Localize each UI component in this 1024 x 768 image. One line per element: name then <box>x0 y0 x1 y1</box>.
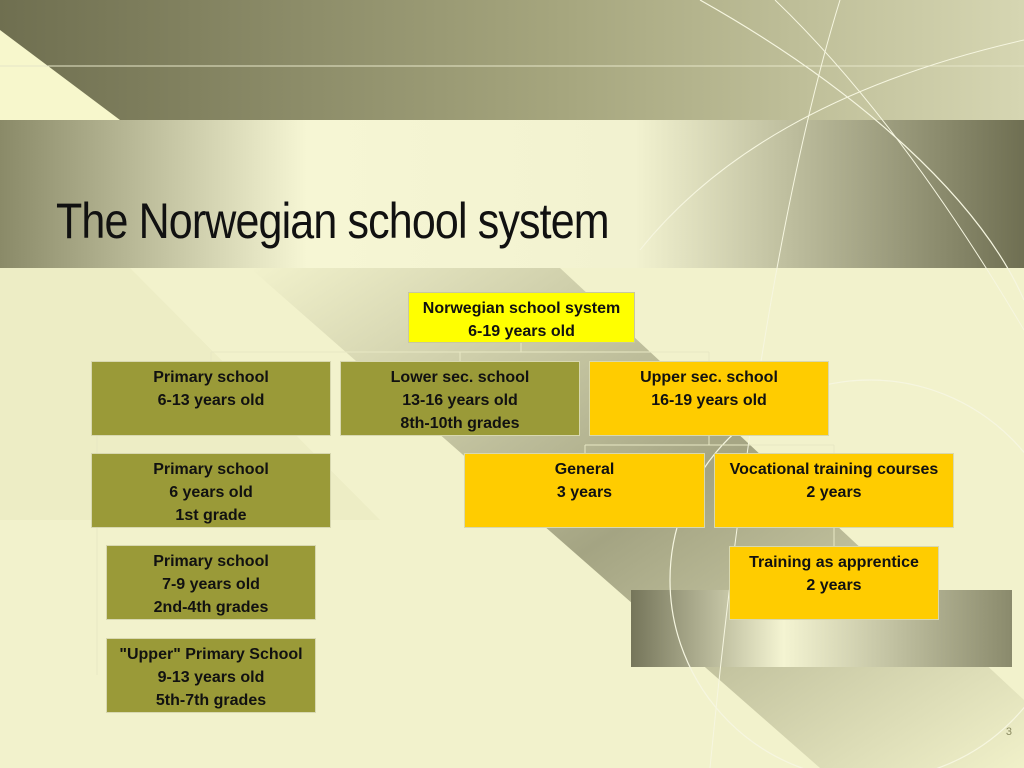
node-grades: 5th-7th grades <box>155 692 267 709</box>
node-label: Norwegian school system <box>422 300 621 317</box>
node-label: Lower sec. school <box>390 369 530 386</box>
node-label: Primary school <box>153 553 269 570</box>
node-label: "Upper" Primary School <box>119 646 303 663</box>
node-grades: 2nd-4th grades <box>153 599 269 616</box>
node-duration: 3 years <box>556 484 613 501</box>
node-upper-secondary <box>589 361 829 436</box>
node-grades: 1st grade <box>175 507 247 524</box>
node-duration: 2 years <box>806 484 862 501</box>
node-duration: 2 years <box>806 577 862 594</box>
node-label: General <box>554 461 615 478</box>
node-primary-first-grade <box>91 453 331 528</box>
node-age: 6-13 years old <box>157 392 265 409</box>
node-age: 9-13 years old <box>157 669 265 686</box>
node-age: 6 years old <box>169 484 253 501</box>
node-label: Upper sec. school <box>640 369 778 386</box>
node-age: 6-19 years old <box>468 323 575 340</box>
node-age: 16-19 years old <box>651 392 767 409</box>
node-apprentice-training <box>729 546 939 620</box>
node-label: Vocational training courses <box>729 461 939 478</box>
node-age: 13-16 years old <box>402 392 518 409</box>
slide-number: 3 <box>1005 726 1012 738</box>
node-general <box>464 453 705 528</box>
node-primary-mid-grades <box>106 545 316 620</box>
node-primary-school <box>91 361 331 436</box>
node-upper-primary <box>106 638 316 713</box>
node-label: Training as apprentice <box>749 554 919 571</box>
node-lower-secondary <box>340 361 580 436</box>
slide-title: The Norwegian school system <box>56 193 609 249</box>
node-label: Primary school <box>153 461 269 478</box>
node-norwegian-school-system <box>408 292 635 343</box>
node-label: Primary school <box>153 369 269 386</box>
node-grades: 8th-10th grades <box>400 415 520 432</box>
node-vocational-training <box>714 453 954 528</box>
node-age: 7-9 years old <box>162 576 260 593</box>
